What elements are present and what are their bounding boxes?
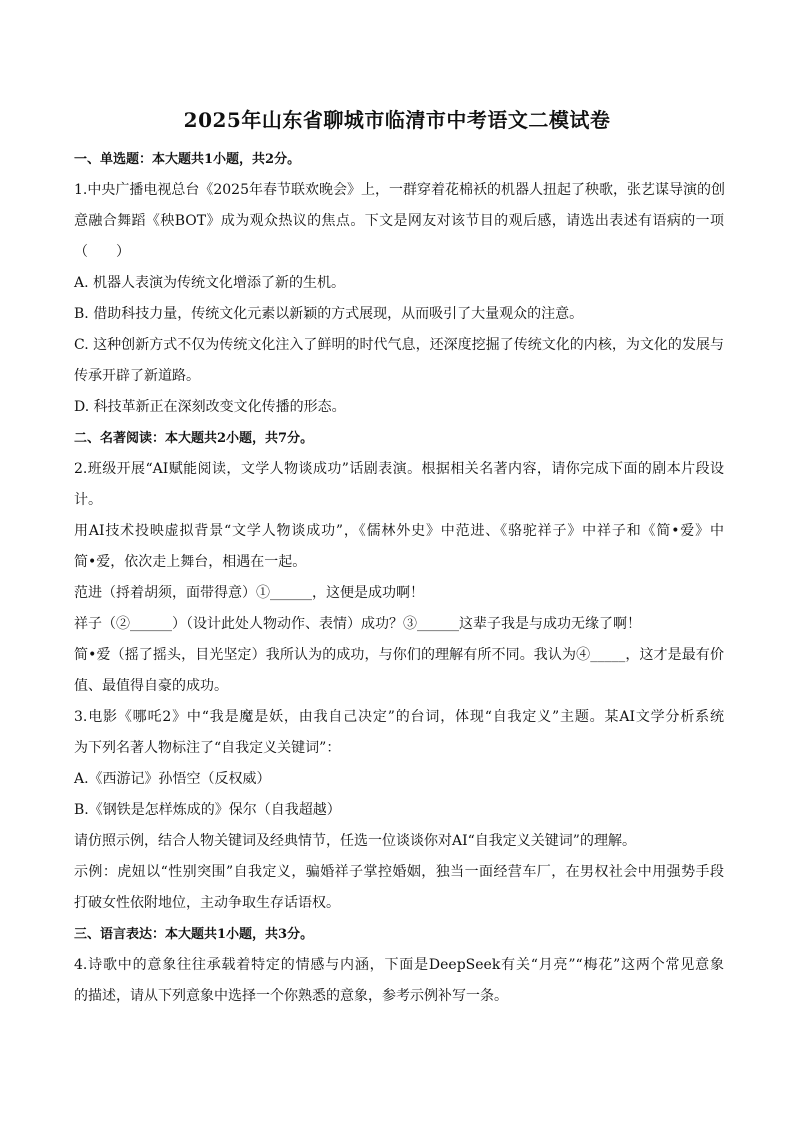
q1-option-d: D. 科技革新正在深刻改变文化传播的形态。 xyxy=(74,399,346,415)
q3-option-a: A.《西游记》孙悟空（反权威） xyxy=(74,771,271,787)
section-heading-1: 一、单选题：本大题共1小题，共2分。 xyxy=(74,152,301,167)
q1-stem-line-2: 意融合舞蹈《秧BOT》成为观众热议的焦点。下文是网友对该节目的观后感，请选出表述有语病的一项 xyxy=(74,213,724,229)
q1-option-a: A. 机器人表演为传统文化增添了新的生机。 xyxy=(74,275,346,291)
q3-example-line-1: 示例：虎妞以“性别突围”自我定义，骗婚祥子掌控婚姻，独当一面经营车厂，在男权社会中用强势手段 xyxy=(74,864,724,880)
question-3 xyxy=(74,702,724,919)
q4-line-1: 4.诗歌中的意象往往承载着特定的情感与内涵，下面是DeepSeek有关“月亮”“梅花”这两个常见意象 xyxy=(74,957,724,973)
q1-option-c-line-2: 传承开辟了新道路。 xyxy=(74,368,200,384)
section-heading-3: 三、语言表达：本大题共1小题，共3分。 xyxy=(74,927,314,942)
q1-option-c-line-1: C. 这种创新方式不仅为传统文化注入了鲜明的时代气息，还深度挖掘了传统文化的内核，为文化的发展与 xyxy=(74,337,724,353)
exam-content xyxy=(74,144,724,1012)
q1-answer-bracket: （ ） xyxy=(74,244,130,260)
q3-option-b: B.《钢铁是怎样炼成的》保尔（自我超越） xyxy=(74,802,341,818)
q2-line-1: 2.班级开展“AI赋能阅读，文学人物谈成功”话剧表演。根据相关名著内容，请你完成下面的剧本片段设 xyxy=(74,461,724,477)
q1-option-b: B. 借助科技力量，传统文化元素以新颖的方式展现，从而吸引了大量观众的注意。 xyxy=(74,306,584,322)
q2-line-7: 简•爱（摇了摇头，目光坚定）我所认为的成功，与你们的理解有所不同。我认为④_____，这才是最有价 xyxy=(74,647,724,663)
q4-line-2: 的描述，请从下列意象中选择一个你熟悉的意象，参考示例补写一条。 xyxy=(74,988,508,1004)
q2-line-3: 用AI技术投映虚拟背景“文学人物谈成功”，《儒林外史》中范进、《骆驼祥子》中祥子和《简•爱》中 xyxy=(74,523,724,539)
q3-line-5: 请仿照示例，结合人物关键词及经典情节，任选一位谈谈你对AI“自我定义关键词”的理解。 xyxy=(74,833,636,849)
q2-line-4: 简•爱，依次走上舞台，相遇在一起。 xyxy=(74,554,307,570)
question-2 xyxy=(74,454,724,702)
q3-line-1: 3.电影《哪吒2》中“我是魔是妖，由我自己决定”的台词，体现“自我定义”主题。某AI文学分析系统 xyxy=(74,709,724,725)
q2-line-8: 值、最值得自豪的成功。 xyxy=(74,678,228,694)
q3-line-2: 为下列名著人物标注了“自我定义关键词”： xyxy=(74,740,341,756)
q1-stem-line-1: 1.中央广播电视总台《2025年春节联欢晚会》上，一群穿着花棉袄的机器人扭起了秧歌，张艺谋导演的创 xyxy=(74,182,725,198)
section-heading-2: 二、名著阅读：本大题共2小题，共7分。 xyxy=(74,431,314,446)
q2-line-5: 范进（捋着胡须，面带得意）①______，这便是成功啊！ xyxy=(74,585,424,601)
q2-line-2: 计。 xyxy=(74,492,102,508)
exam-title: 2025年山东省聊城市临清市中考语文二模试卷 xyxy=(183,108,611,132)
q3-example-line-2: 打破女性依附地位，主动争取生存话语权。 xyxy=(74,895,340,911)
question-4 xyxy=(74,950,724,1012)
question-1 xyxy=(74,175,724,423)
q2-line-6: 祥子（②______）（设计此处人物动作、表情）成功？③______这辈子我是与成功无缘了啊！ xyxy=(74,616,641,632)
